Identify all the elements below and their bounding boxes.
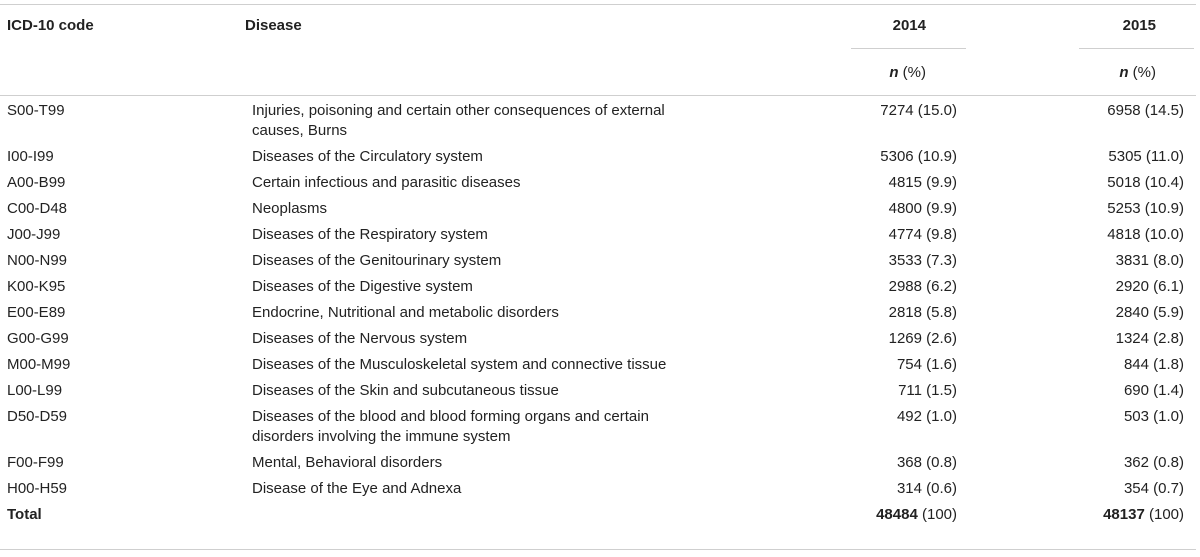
table-row (0, 145, 1196, 171)
cell-2015: 4818 (10.0) (1107, 226, 1184, 243)
n-symbol: n (1119, 64, 1129, 81)
total-pct-2015: (100) (1144, 506, 1184, 523)
cell-icd-code: N00-N99 (7, 252, 68, 269)
table-row (0, 301, 1196, 327)
cell-2014: 7274 (15.0) (880, 102, 957, 119)
cell-icd-code: K00-K95 (7, 278, 66, 295)
table-row (0, 249, 1196, 275)
header-2015-underline (1079, 48, 1194, 49)
cell-2014: 754 (1.6) (896, 356, 957, 373)
cell-2014: 3533 (7.3) (888, 252, 957, 269)
total-n-2015: 48137 (1103, 506, 1145, 523)
total-disease-empty (252, 503, 692, 529)
cell-2014: 2988 (6.2) (888, 278, 957, 295)
table-top-rule (0, 4, 1196, 5)
cell-disease: Diseases of the Circulatory system (252, 148, 483, 165)
n-symbol: n (889, 64, 899, 81)
header-icd-code: ICD-10 code (7, 17, 94, 34)
total-row (0, 503, 1196, 529)
cell-disease: Neoplasms (252, 200, 328, 217)
table-row (0, 327, 1196, 353)
cell-2014: 1269 (2.6) (888, 330, 957, 347)
cell-disease: Diseases of the Nervous system (252, 330, 468, 347)
cell-2014: 2818 (5.8) (888, 304, 957, 321)
cell-2014: 5306 (10.9) (880, 148, 957, 165)
cell-icd-code: D50-D59 (7, 408, 68, 425)
cell-icd-code: M00-M99 (7, 356, 71, 373)
header-n-pct-2014 (889, 64, 926, 81)
cell-icd-code: I00-I99 (7, 148, 54, 165)
total-label: Total (7, 506, 42, 523)
header-disease: Disease (245, 17, 302, 34)
cell-disease: Diseases of the blood and blood forming organs and certain disorders involving the immune system (252, 408, 649, 445)
total-n-2014: 48484 (876, 506, 918, 523)
header-year-2014: 2014 (892, 17, 926, 34)
table-row (0, 379, 1196, 405)
cell-2015: 362 (0.8) (1123, 454, 1184, 471)
header-bottom-rule (0, 95, 1196, 96)
table-bottom-rule (0, 549, 1196, 550)
table-row (0, 197, 1196, 223)
header-2014-underline (851, 48, 966, 49)
table-row (0, 171, 1196, 197)
cell-2015: 5253 (10.9) (1107, 200, 1184, 217)
cell-disease: Endocrine, Nutritional and metabolic disorders (252, 304, 559, 321)
cell-2014: 368 (0.8) (896, 454, 957, 471)
table-row (0, 477, 1196, 503)
table-row (0, 405, 1196, 451)
cell-2015: 690 (1.4) (1123, 382, 1184, 399)
header-year-2015: 2015 (1122, 17, 1156, 34)
cell-icd-code: H00-H59 (7, 480, 68, 497)
cell-disease: Diseases of the Respiratory system (252, 226, 488, 243)
cell-2015: 2840 (5.9) (1115, 304, 1184, 321)
pct-symbol: (%) (1128, 64, 1156, 81)
cell-disease: Mental, Behavioral disorders (252, 454, 443, 471)
cell-2015: 5305 (11.0) (1108, 148, 1184, 165)
cell-icd-code: G00-G99 (7, 330, 69, 347)
table-row (0, 275, 1196, 301)
pct-symbol: (%) (898, 64, 926, 81)
cell-2015: 2920 (6.1) (1115, 278, 1184, 295)
cell-icd-code: J00-J99 (7, 226, 61, 243)
header-n-pct-2015 (1119, 64, 1156, 81)
cell-disease: Diseases of the Genitourinary system (252, 252, 502, 269)
total-2014 (692, 503, 957, 529)
cell-2015: 1324 (2.8) (1115, 330, 1184, 347)
table-row (0, 353, 1196, 379)
cell-2014: 4800 (9.9) (888, 200, 957, 217)
cell-disease: Injuries, poisoning and certain other consequences of external causes, Burns (252, 102, 665, 139)
cell-icd-code: L00-L99 (7, 382, 63, 399)
cell-2014: 711 (1.5) (898, 382, 957, 399)
table-row (0, 451, 1196, 477)
cell-icd-code: C00-D48 (7, 200, 68, 217)
cell-2015: 503 (1.0) (1123, 408, 1184, 425)
cell-disease: Disease of the Eye and Adnexa (252, 480, 462, 497)
total-2015 (957, 503, 1196, 529)
cell-icd-code: A00-B99 (7, 174, 66, 191)
cell-2015: 5018 (10.4) (1107, 174, 1184, 191)
table-body (0, 99, 1196, 529)
cell-2014: 314 (0.6) (896, 480, 957, 497)
cell-2014: 492 (1.0) (896, 408, 957, 425)
cell-2014: 4774 (9.8) (888, 226, 957, 243)
cell-2015: 844 (1.8) (1123, 356, 1184, 373)
cell-icd-code: E00-E89 (7, 304, 66, 321)
cell-icd-code: F00-F99 (7, 454, 64, 471)
cell-disease: Diseases of the Digestive system (252, 278, 473, 295)
cell-icd-code: S00-T99 (7, 102, 65, 119)
cell-disease: Diseases of the Musculoskeletal system and connective tissue (252, 356, 667, 373)
cell-2015: 3831 (8.0) (1115, 252, 1184, 269)
table-row (0, 223, 1196, 249)
table-row (0, 99, 1196, 145)
cell-disease: Diseases of the Skin and subcutaneous tissue (252, 382, 559, 399)
cell-2015: 354 (0.7) (1123, 480, 1184, 497)
total-pct-2014: (100) (917, 506, 957, 523)
cell-2015: 6958 (14.5) (1107, 102, 1184, 119)
cell-disease: Certain infectious and parasitic diseases (252, 174, 521, 191)
cell-2014: 4815 (9.9) (888, 174, 957, 191)
